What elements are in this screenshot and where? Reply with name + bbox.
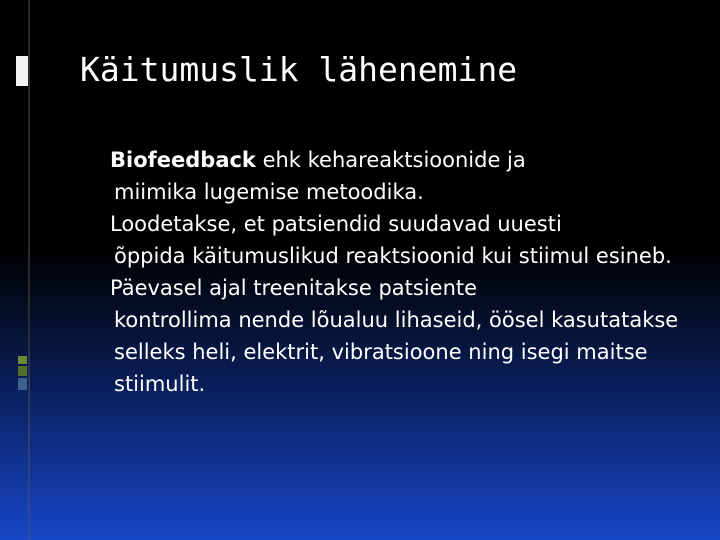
body-paragraph bbox=[110, 272, 700, 400]
paragraph-continuation: õppida käitumuslikud reaktsioonid kui stiimul esineb. bbox=[114, 244, 672, 268]
title-accent-block bbox=[16, 56, 28, 86]
side-accent-mark bbox=[18, 378, 27, 390]
side-accent-mark bbox=[18, 366, 27, 376]
paragraph-lead-text: Päevasel ajal treenitakse patsiente bbox=[110, 276, 478, 300]
paragraph-continuation: kontrollima nende lõualuu lihaseid, öösel kasutatakse selleks heli, elektrit, vibratsioone ning isegi maitse stiimulit. bbox=[114, 308, 679, 396]
left-vertical-rule bbox=[28, 0, 30, 540]
side-accent-mark bbox=[18, 356, 27, 364]
paragraph-lead-bold: Biofeedback bbox=[110, 148, 256, 172]
body-paragraph bbox=[110, 144, 700, 208]
body-paragraph bbox=[110, 208, 700, 272]
paragraph-lead-text: ehk kehareaktsioonide ja bbox=[255, 148, 526, 172]
slide-title: Käitumuslik lähenemine bbox=[80, 50, 518, 89]
slide-body bbox=[110, 144, 700, 400]
paragraph-lead-text: Loodetakse, et patsiendid suudavad uuesti bbox=[110, 212, 562, 236]
paragraph-continuation: miimika lugemise metoodika. bbox=[114, 180, 424, 204]
